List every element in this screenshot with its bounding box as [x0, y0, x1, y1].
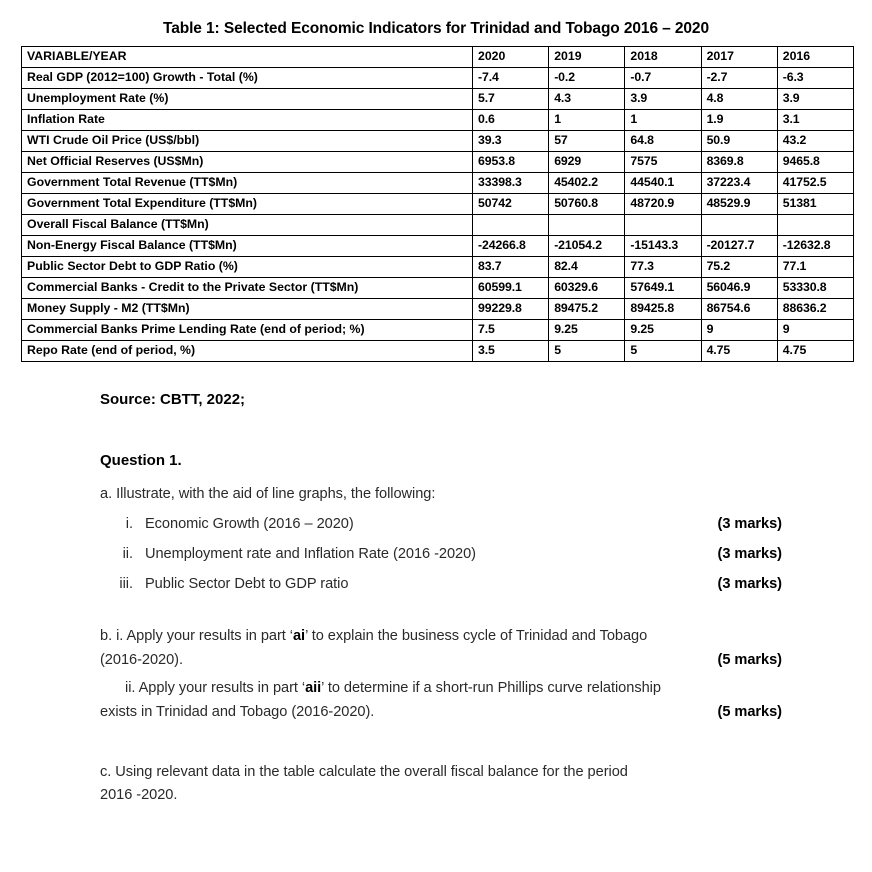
table-cell: 57649.1	[625, 278, 701, 299]
table-cell: 43.2	[777, 131, 853, 152]
table-cell: -0.7	[625, 68, 701, 89]
table-row	[22, 110, 854, 131]
marks-badge: (3 marks)	[717, 546, 782, 562]
table-cell: -15143.3	[625, 236, 701, 257]
table-cell: 77.3	[625, 257, 701, 278]
list-item-label: Unemployment rate and Inflation Rate (2016 -2020)	[145, 546, 476, 562]
row-label: Money Supply - M2 (TT$Mn)	[22, 299, 473, 320]
table-cell: 64.8	[625, 131, 701, 152]
column-header-2017: 2017	[701, 47, 777, 68]
part-a-intro: a. Illustrate, with the aid of line graphs, the following:	[100, 486, 436, 502]
table-cell: 45402.2	[549, 173, 625, 194]
list-item-numeral: iii.	[119, 576, 133, 592]
table-cell: 51381	[777, 194, 853, 215]
table-row	[22, 236, 854, 257]
list-item-numeral: ii.	[122, 546, 133, 562]
row-label: Commercial Banks Prime Lending Rate (end of period; %)	[22, 320, 473, 341]
part-b-i-text-after: ’ to explain the business cycle of Trinidad and Tobago	[305, 628, 648, 644]
table-row	[22, 173, 854, 194]
table-cell: 6953.8	[473, 152, 549, 173]
table-cell: -0.2	[549, 68, 625, 89]
table-cell: 9	[777, 320, 853, 341]
part-b-ii-text-after: ’ to determine if a short-run Phillips curve relationship	[321, 680, 661, 697]
part-b-item-ii	[100, 672, 782, 724]
table-cell: 82.4	[549, 257, 625, 278]
list-item	[100, 562, 782, 592]
part-b-i-tail: (2016-2020).	[100, 651, 183, 668]
table-cell: 3.9	[625, 89, 701, 110]
marks-badge: (3 marks)	[717, 576, 782, 592]
row-label: Government Total Revenue (TT$Mn)	[22, 173, 473, 194]
table-cell: 4.3	[549, 89, 625, 110]
table-cell: 3.9	[777, 89, 853, 110]
table-row	[22, 278, 854, 299]
table-header-row	[22, 47, 854, 68]
row-label: Overall Fiscal Balance (TT$Mn)	[22, 215, 473, 236]
row-label: WTI Crude Oil Price (US$/bbl)	[22, 131, 473, 152]
table-cell: 89425.8	[625, 299, 701, 320]
row-label: Non-Energy Fiscal Balance (TT$Mn)	[22, 236, 473, 257]
column-header-2018: 2018	[625, 47, 701, 68]
table-row	[22, 131, 854, 152]
table-cell: 8369.8	[701, 152, 777, 173]
indicators-table-container	[0, 46, 872, 362]
table-cell: 9	[701, 320, 777, 341]
column-header-2019: 2019	[549, 47, 625, 68]
table-cell: 7.5	[473, 320, 549, 341]
row-label: Public Sector Debt to GDP Ratio (%)	[22, 257, 473, 278]
table-cell: 89475.2	[549, 299, 625, 320]
row-label: Net Official Reserves (US$Mn)	[22, 152, 473, 173]
table-cell	[549, 215, 625, 236]
table-row	[22, 257, 854, 278]
part-c	[100, 725, 782, 808]
row-label: Real GDP (2012=100) Growth - Total (%)	[22, 68, 473, 89]
marks-badge: (3 marks)	[717, 516, 782, 532]
table-row	[22, 194, 854, 215]
row-label: Commercial Banks - Credit to the Private Sector (TT$Mn)	[22, 278, 473, 299]
table-cell: 5	[549, 341, 625, 362]
table-row	[22, 89, 854, 110]
table-cell: 39.3	[473, 131, 549, 152]
document-body	[0, 362, 872, 808]
part-c-line-2: 2016 -2020.	[100, 787, 178, 804]
question-heading: Question 1.	[100, 452, 182, 469]
table-cell: 56046.9	[701, 278, 777, 299]
table-cell: -20127.7	[701, 236, 777, 257]
part-b-item-i	[100, 592, 782, 672]
table-cell: -6.3	[777, 68, 853, 89]
table-cell: 50742	[473, 194, 549, 215]
part-b-ii-text-before: ii. Apply your results in part ‘	[125, 680, 306, 697]
column-header-variable: VARIABLE/YEAR	[22, 47, 473, 68]
table-cell: 50.9	[701, 131, 777, 152]
marks-badge: (5 marks)	[717, 651, 782, 668]
table-cell: 60599.1	[473, 278, 549, 299]
table-body	[22, 68, 854, 362]
table-cell: 48720.9	[625, 194, 701, 215]
table-cell: 83.7	[473, 257, 549, 278]
source-citation: Source: CBTT, 2022;	[100, 391, 246, 408]
table-cell	[625, 215, 701, 236]
table-cell: 1	[625, 110, 701, 131]
table-cell: 9.25	[549, 320, 625, 341]
table-cell: 1.9	[701, 110, 777, 131]
table-caption: Table 1: Selected Economic Indicators for Trinidad and Tobago 2016 – 2020	[163, 20, 709, 37]
table-cell: 4.75	[701, 341, 777, 362]
table-cell: 60329.6	[549, 278, 625, 299]
table-cell: 53330.8	[777, 278, 853, 299]
table-cell: 41752.5	[777, 173, 853, 194]
table-row	[22, 341, 854, 362]
table-cell: 7575	[625, 152, 701, 173]
table-cell: 50760.8	[549, 194, 625, 215]
marks-badge: (5 marks)	[717, 703, 782, 720]
table-cell: 9.25	[625, 320, 701, 341]
table-cell	[777, 215, 853, 236]
table-row	[22, 152, 854, 173]
table-cell: 4.8	[701, 89, 777, 110]
table-cell: -24266.8	[473, 236, 549, 257]
table-cell: -7.4	[473, 68, 549, 89]
part-b-ii-tail-row	[100, 701, 782, 725]
part-b-ii-tail: exists in Trinidad and Tobago (2016-2020).	[100, 703, 375, 720]
list-item	[100, 532, 782, 562]
part-a-items	[100, 502, 872, 592]
table-cell: 5	[625, 341, 701, 362]
list-item	[100, 502, 782, 532]
part-c-line-1: c. Using relevant data in the table calculate the overall fiscal balance for the period	[100, 763, 628, 780]
table-row	[22, 68, 854, 89]
table-cell: 9465.8	[777, 152, 853, 173]
table-cell: 44540.1	[625, 173, 701, 194]
row-label: Government Total Expenditure (TT$Mn)	[22, 194, 473, 215]
table-cell: 77.1	[777, 257, 853, 278]
table-cell: 88636.2	[777, 299, 853, 320]
part-b-ii-emphasis: aii	[305, 680, 322, 697]
part-b-i-tail-row	[100, 649, 782, 673]
table-cell: -21054.2	[549, 236, 625, 257]
table-cell: -2.7	[701, 68, 777, 89]
table-cell: -12632.8	[777, 236, 853, 257]
table-cell	[473, 215, 549, 236]
table-cell: 1	[549, 110, 625, 131]
part-b-i-emphasis: ai	[292, 628, 306, 644]
table-cell: 99229.8	[473, 299, 549, 320]
list-item-label: Economic Growth (2016 – 2020)	[145, 516, 354, 532]
column-header-2016: 2016	[777, 47, 853, 68]
column-header-2020: 2020	[473, 47, 549, 68]
table-cell: 3.5	[473, 341, 549, 362]
row-label: Inflation Rate	[22, 110, 473, 131]
table-cell: 86754.6	[701, 299, 777, 320]
table-cell: 5.7	[473, 89, 549, 110]
table-cell: 37223.4	[701, 173, 777, 194]
economic-indicators-table	[21, 46, 854, 362]
table-cell: 48529.9	[701, 194, 777, 215]
table-cell: 75.2	[701, 257, 777, 278]
row-label: Repo Rate (end of period, %)	[22, 341, 473, 362]
table-cell: 57	[549, 131, 625, 152]
table-cell: 0.6	[473, 110, 549, 131]
part-b-i-text-before: b. i. Apply your results in part ‘	[100, 628, 293, 644]
table-cell: 33398.3	[473, 173, 549, 194]
table-cell: 3.1	[777, 110, 853, 131]
table-cell: 4.75	[777, 341, 853, 362]
table-row	[22, 320, 854, 341]
table-row	[22, 299, 854, 320]
row-label: Unemployment Rate (%)	[22, 89, 473, 110]
table-cell	[701, 215, 777, 236]
list-item-numeral: i.	[125, 516, 133, 532]
table-row	[22, 215, 854, 236]
table-cell: 6929	[549, 152, 625, 173]
list-item-label: Public Sector Debt to GDP ratio	[145, 576, 349, 592]
